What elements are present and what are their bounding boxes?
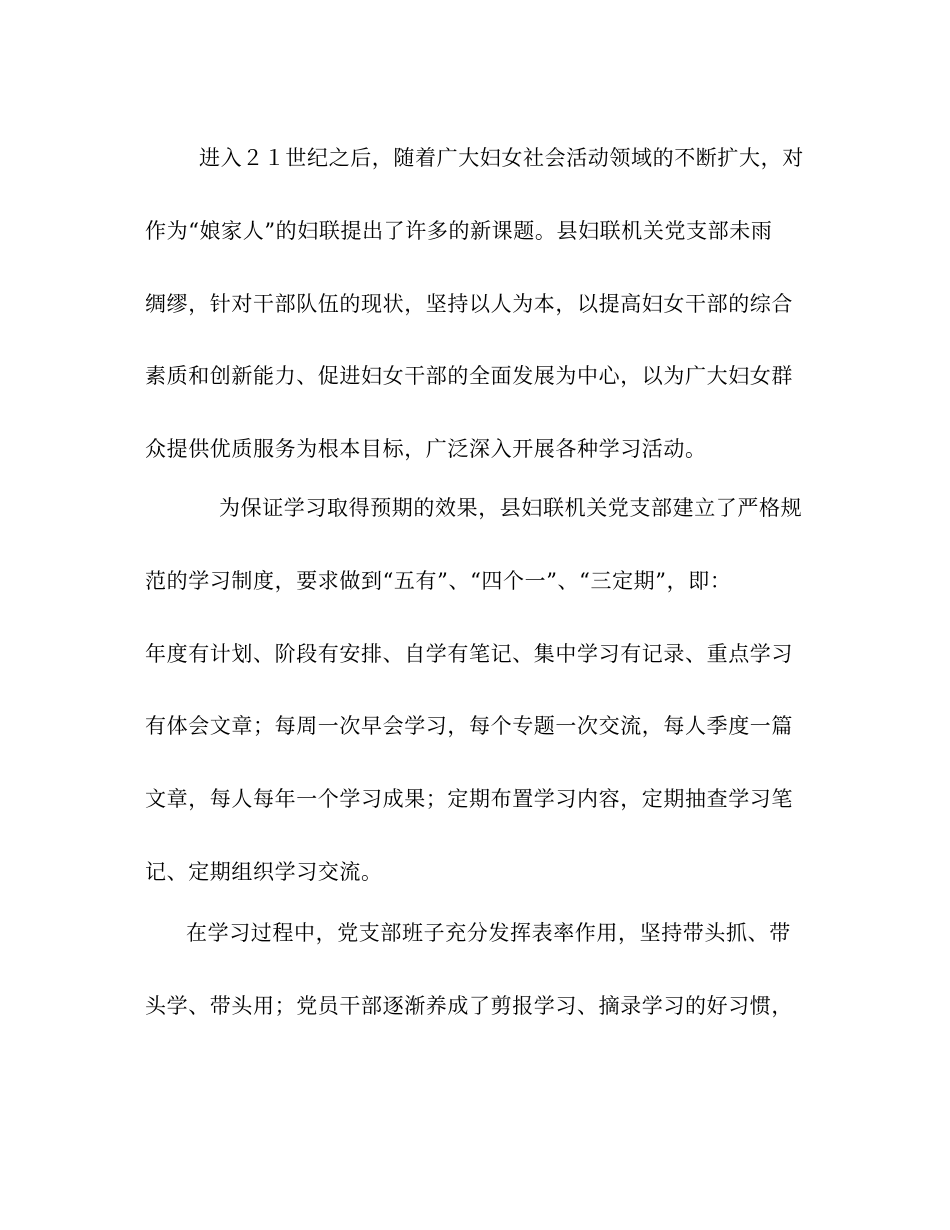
- paragraph-1-line-1: 进入２１世纪之后，随着广大妇女社会活动领域的不断扩大，对: [199, 146, 804, 170]
- paragraph-1-line-4: 素质和创新能力、促进妇女干部的全面发展为中心，以为广大妇女群: [145, 364, 793, 388]
- paragraph-2-line-3: 年度有计划、阶段有安排、自学有笔记、集中学习有记录、重点学习: [145, 642, 793, 666]
- paragraph-3-line-2: 头学、带头用；党员干部逐渐养成了剪报学习、摘录学习的好习惯，: [145, 994, 793, 1018]
- paragraph-2-line-1: 为保证学习取得预期的效果，县妇联机关党支部建立了严格规: [219, 496, 803, 520]
- paragraph-2-line-6: 记、定期组织学习交流。: [145, 860, 383, 884]
- paragraph-1-line-3: 绸缪，针对干部队伍的现状，坚持以人为本，以提高妇女干部的综合: [145, 292, 793, 316]
- paragraph-3-line-1: 在学习过程中，党支部班子充分发挥表率作用，坚持带头抓、带: [186, 921, 791, 945]
- paragraph-1-line-2: 作为“娘家人”的妇联提出了许多的新课题。县妇联机关党支部未雨: [145, 219, 773, 243]
- paragraph-2-line-5: 文章，每人每年一个学习成果；定期布置学习内容，定期抽查学习笔: [145, 787, 793, 811]
- paragraph-1-line-5: 众提供优质服务为根本目标，广泛深入开展各种学习活动。: [145, 437, 707, 461]
- paragraph-2-line-4: 有体会文章；每周一次早会学习，每个专题一次交流，每人季度一篇: [145, 714, 793, 738]
- paragraph-2-line-2: 范的学习制度，要求做到“五有”、“四个一”、“三定期”，即：: [145, 569, 732, 593]
